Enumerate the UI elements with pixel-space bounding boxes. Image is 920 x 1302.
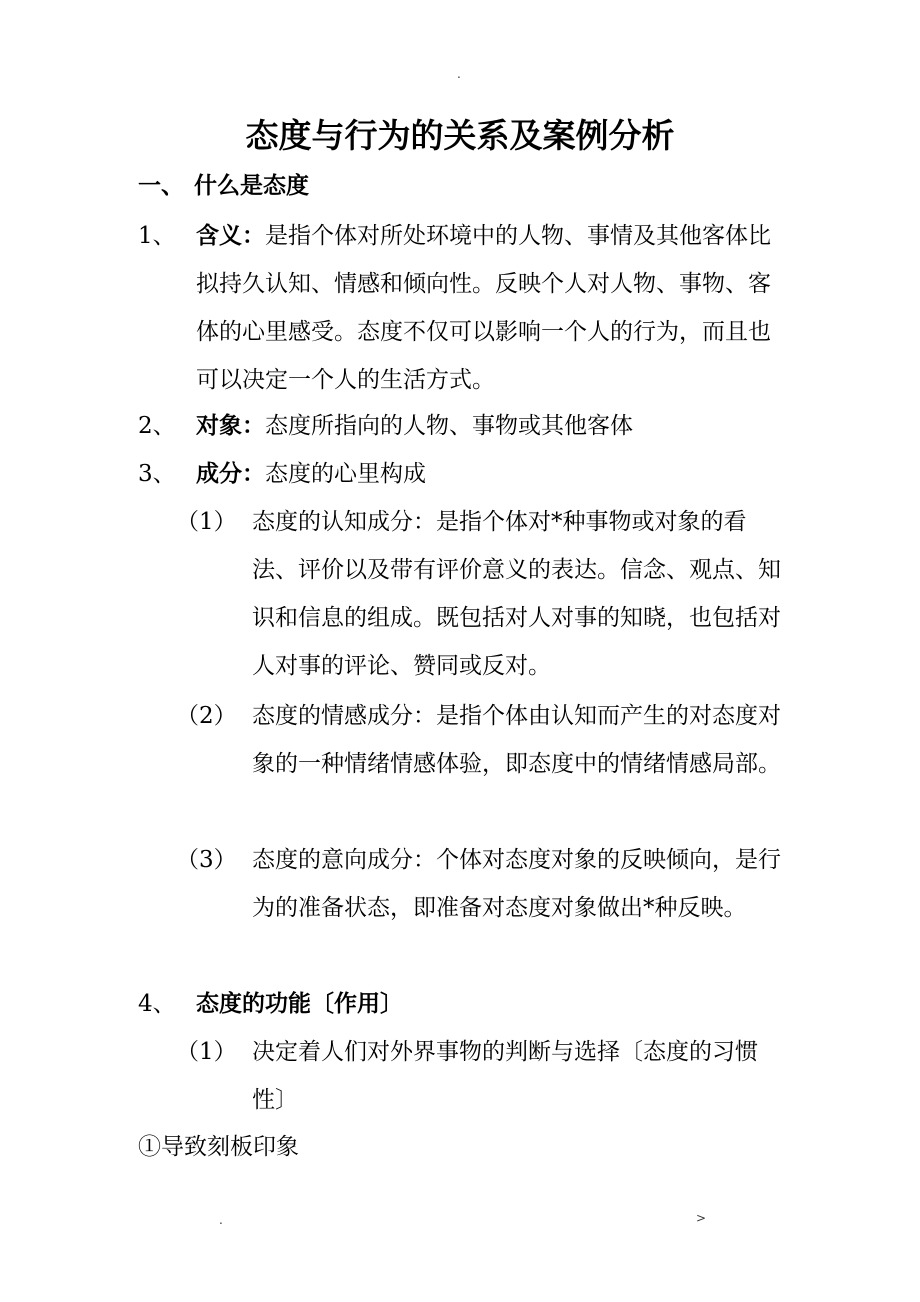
sub-number: （1） — [176, 509, 237, 535]
item-number: 3、 — [138, 461, 176, 487]
item-label: 对象： — [196, 413, 265, 439]
section-number: 一、 — [138, 173, 184, 199]
sub-text: 态度的意向成分：个体对态度对象的反映倾向，是行为的准备状态，即准备对态度对象做出*种反映。 — [252, 847, 781, 921]
bottom-dot-mark: . — [219, 1213, 223, 1227]
item-number: 1、 — [138, 223, 176, 249]
sub-number: （1） — [176, 1039, 237, 1065]
top-dot-mark: . — [457, 67, 461, 81]
sub-number: （2） — [176, 703, 237, 729]
item-text: 态度所指向的人物、事物或其他客体 — [265, 413, 633, 439]
item-number: 4、 — [138, 991, 176, 1017]
page-title: 态度与行为的关系及案例分析 — [245, 116, 675, 155]
sub-text: 态度的情感成分：是指个体由认知而产生的对态度对象的一种情绪情感体验，即态度中的情绪情感局部。 — [252, 703, 781, 777]
sub-text: 决定着人们对外界事物的判断与选择〔态度的习惯性〕 — [252, 1039, 758, 1113]
item-heading: 态度的功能〔作用〕 — [196, 991, 403, 1017]
item-number: 2、 — [138, 413, 176, 439]
section-heading-text: 什么是态度 — [194, 173, 309, 199]
point-stereotype: ①导致刻板印象 — [138, 1134, 299, 1160]
item-text: 态度的心里构成 — [265, 461, 426, 487]
sub-text: 态度的认知成分：是指个体对*种事物或对象的看法、评价以及带有评价意义的表达。信念、观点、知识和信息的组成。既包括对人对事的知晓，也包括对人对事的评论、赞同或反对。 — [252, 509, 781, 679]
item-label: 含义： — [196, 223, 265, 249]
bottom-arrow-mark: > — [696, 1211, 707, 1225]
section-heading — [138, 164, 309, 208]
item-text: 是指个体对所处环境中的人物、事情及其他客体比拟持久认知、情感和倾向性。反映个人对人物、事物、客体的心里感受。态度不仅可以影响一个人的行为，而且也可以决定一个人的生活方式。 — [196, 223, 771, 393]
sub-number: （3） — [176, 847, 237, 873]
item-label: 成分： — [196, 461, 265, 487]
